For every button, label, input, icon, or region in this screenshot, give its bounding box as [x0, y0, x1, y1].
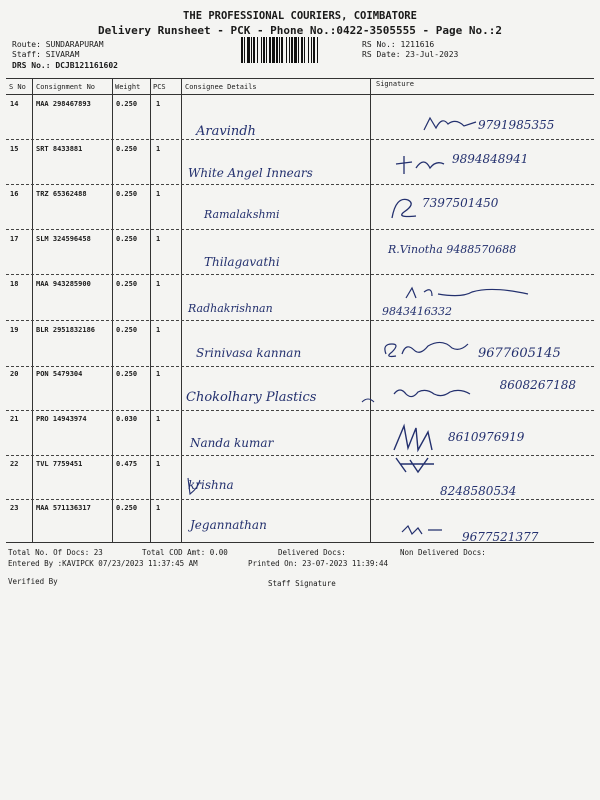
entered-by: Entered By :KAVIPCK 07/23/2023 11:37:45 AM — [8, 559, 198, 568]
signature-phone: 8610976919 — [448, 430, 525, 444]
col-divider — [150, 78, 151, 542]
col-header-weight: Weight — [115, 83, 141, 91]
row-weight: 0.250 — [116, 190, 138, 198]
row-divider — [6, 410, 594, 411]
consignee-handwriting: Aravindh — [196, 124, 256, 139]
signature-phone: 9677605145 — [478, 346, 561, 361]
col-header-consignment: Consignment No — [36, 83, 96, 91]
col-header-sno: S No — [9, 83, 26, 91]
row-sno: 16 — [10, 190, 19, 198]
row-consignment: MAA 571136317 — [36, 504, 91, 512]
row-sno: 17 — [10, 235, 19, 243]
col-divider — [32, 78, 33, 542]
col-header-signature: Signature — [376, 80, 414, 88]
row-weight: 0.030 — [116, 415, 138, 423]
row-consignment: PON 5479304 — [36, 370, 83, 378]
row-divider — [6, 139, 594, 140]
barcode-image — [240, 37, 356, 63]
row-pcs: 1 — [156, 504, 161, 512]
barcode-bar — [308, 37, 309, 63]
row-weight: 0.250 — [116, 145, 138, 153]
barcode-bar — [279, 37, 280, 63]
col-divider — [370, 78, 371, 542]
barcode-bar — [253, 37, 255, 63]
signature-scribble — [360, 394, 380, 408]
row-sno: 22 — [10, 460, 19, 468]
signature-phone: 8248580534 — [440, 484, 517, 498]
row-pcs: 1 — [156, 145, 161, 153]
col-header-pcs: PCS — [153, 83, 166, 91]
barcode-bar — [317, 37, 318, 63]
row-pcs: 1 — [156, 460, 161, 468]
row-consignment: MAA 298467893 — [36, 100, 91, 108]
row-weight: 0.250 — [116, 280, 138, 288]
row-divider — [6, 455, 594, 456]
barcode-bar — [291, 37, 293, 63]
signature-scribble — [184, 474, 204, 496]
row-consignment: BLR 2951832186 — [36, 326, 96, 334]
consignee-handwriting: krishna — [188, 478, 234, 492]
signature-phone: R.Vinotha 9488570688 — [388, 243, 517, 256]
signature-scribble — [390, 384, 474, 402]
row-consignment: PRO 14943974 — [36, 415, 87, 423]
row-weight: 0.475 — [116, 460, 138, 468]
signature-scribble — [386, 190, 422, 226]
row-sno: 18 — [10, 280, 19, 288]
barcode-bar — [261, 37, 262, 63]
consignee-handwriting: White Angel Innears — [188, 166, 313, 180]
row-pcs: 1 — [156, 326, 161, 334]
row-consignment: SRT 8433881 — [36, 145, 83, 153]
delivered-docs: Delivered Docs: — [278, 548, 346, 557]
signature-phone: 9843416332 — [382, 305, 452, 318]
row-pcs: 1 — [156, 415, 161, 423]
total-docs: Total No. Of Docs: 23 — [8, 548, 103, 557]
runsheet-subtitle: Delivery Runsheet - PCK - Phone No.:0422-3505555 - Page No.:2 — [98, 24, 502, 37]
rs-date: RS Date: 23-Jul-2023 — [362, 50, 459, 59]
signature-scribble — [402, 284, 532, 306]
signature-scribble — [398, 522, 446, 538]
drs-number: DRS No.: DCJB121161602 — [12, 61, 118, 70]
signature-phone: 9791985355 — [478, 118, 555, 132]
row-pcs: 1 — [156, 235, 161, 243]
row-consignment: MAA 943285900 — [36, 280, 91, 288]
barcode-bar — [286, 37, 287, 63]
verified-by: Verified By — [8, 577, 58, 586]
total-cod: Total COD Amt: 0.00 — [142, 548, 228, 557]
row-divider — [6, 229, 594, 230]
col-divider — [181, 78, 182, 542]
barcode-bar — [294, 37, 297, 63]
row-sno: 23 — [10, 504, 19, 512]
col-divider — [112, 78, 113, 542]
printed-on: Printed On: 23-07-2023 11:39:44 — [248, 559, 388, 568]
non-delivered-docs: Non Delivered Docs: — [400, 548, 486, 557]
barcode-bar — [272, 37, 275, 63]
consignee-handwriting: Thilagavathi — [204, 255, 280, 269]
row-divider — [6, 366, 594, 367]
row-sno: 14 — [10, 100, 19, 108]
consignee-handwriting: Radhakrishnan — [188, 302, 273, 315]
consignee-handwriting: Srinivasa kannan — [196, 346, 302, 360]
consignee-handwriting: Ramalakshmi — [204, 208, 280, 221]
row-divider — [6, 499, 594, 500]
signature-scribble — [380, 336, 472, 362]
row-consignment: SLM 324596458 — [36, 235, 91, 243]
barcode-bar — [313, 37, 315, 63]
table-bottom-border — [6, 542, 594, 543]
signature-phone: 7397501450 — [422, 196, 499, 210]
barcode-bar — [301, 37, 303, 63]
row-pcs: 1 — [156, 190, 161, 198]
barcode-bar — [298, 37, 299, 63]
table-top-border — [6, 78, 594, 79]
barcode-bar — [247, 37, 250, 63]
row-sno: 21 — [10, 415, 19, 423]
signature-phone: 8608267188 — [499, 378, 576, 392]
barcode-bar — [289, 37, 290, 63]
row-pcs: 1 — [156, 370, 161, 378]
barcode-bar — [244, 37, 245, 63]
route-label: Route: SUNDARAPURAM — [12, 40, 104, 49]
signature-scribble — [420, 114, 480, 134]
row-divider — [6, 320, 594, 321]
barcode-bar — [304, 37, 305, 63]
barcode-bar — [276, 37, 278, 63]
signature-phone: 9677521377 — [462, 530, 539, 544]
staff-label: Staff: SIVARAM — [12, 50, 80, 59]
consignee-handwriting: Jegannathan — [190, 518, 267, 532]
row-divider — [6, 274, 594, 275]
barcode-bar — [241, 37, 243, 63]
barcode-bar — [281, 37, 283, 63]
row-weight: 0.250 — [116, 504, 138, 512]
row-pcs: 1 — [156, 100, 161, 108]
barcode-bar — [269, 37, 271, 63]
row-weight: 0.250 — [116, 370, 138, 378]
barcode-bar — [311, 37, 312, 63]
signature-scribble — [390, 150, 450, 178]
row-sno: 20 — [10, 370, 19, 378]
barcode-bar — [263, 37, 265, 63]
row-sno: 15 — [10, 145, 19, 153]
barcode-bar — [251, 37, 252, 63]
row-weight: 0.250 — [116, 326, 138, 334]
row-consignment: TRZ 65362488 — [36, 190, 87, 198]
signature-phone: 9894848941 — [452, 152, 529, 166]
row-pcs: 1 — [156, 280, 161, 288]
table-header-border — [6, 94, 594, 95]
rs-number: RS No.: 1211616 — [362, 40, 435, 49]
signature-scribble — [388, 420, 448, 476]
col-header-consignee: Consignee Details — [185, 83, 257, 91]
row-sno: 19 — [10, 326, 19, 334]
row-weight: 0.250 — [116, 235, 138, 243]
row-weight: 0.250 — [116, 100, 138, 108]
row-divider — [6, 184, 594, 185]
staff-signature: Staff Signature — [268, 579, 336, 588]
consignee-handwriting: Nanda kumar — [190, 436, 274, 450]
barcode-bar — [266, 37, 267, 63]
consignee-handwriting: Chokolhary Plastics — [186, 390, 317, 405]
company-title: THE PROFESSIONAL COURIERS, COIMBATORE — [183, 10, 417, 22]
barcode-bar — [257, 37, 258, 63]
row-consignment: TVL 7759451 — [36, 460, 83, 468]
